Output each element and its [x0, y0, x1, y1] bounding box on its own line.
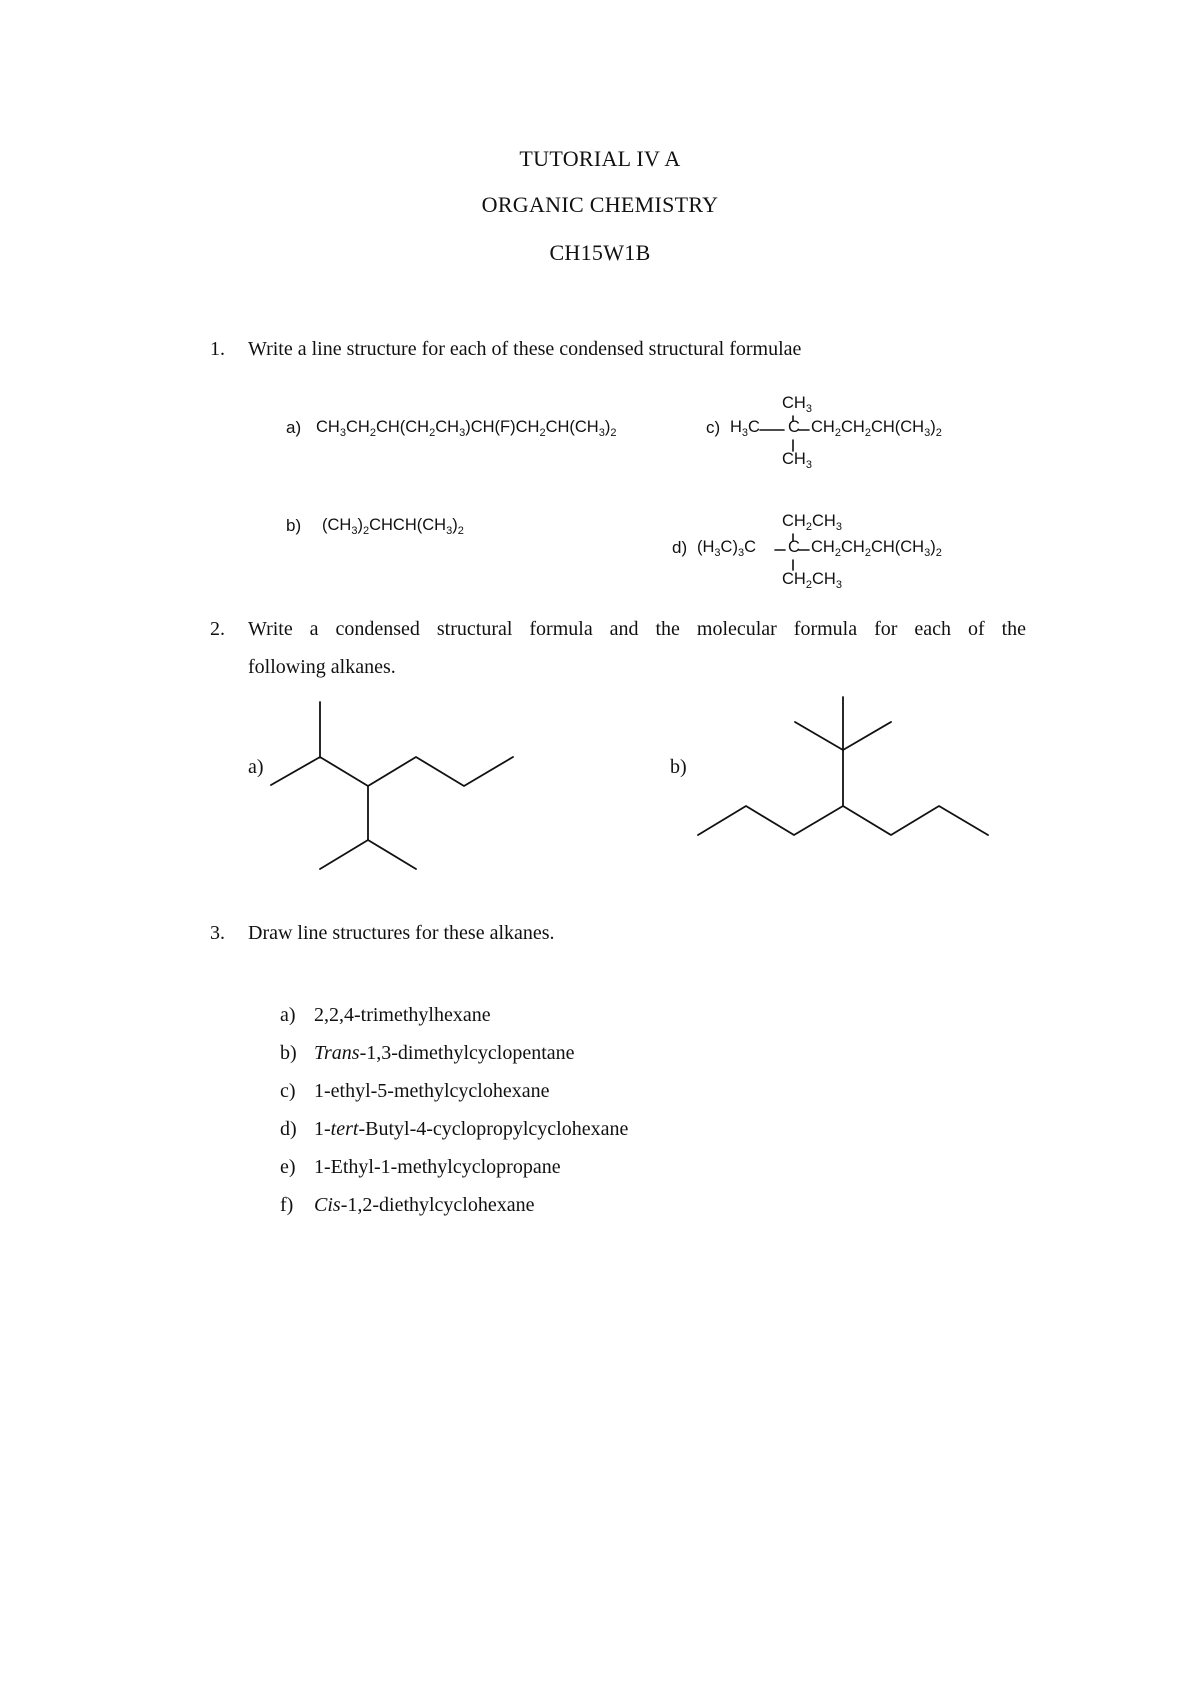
q3-item-d: d) 1-tert-Butyl-4-cyclopropylcyclohexane [280, 1118, 629, 1140]
q1c-center-carbon: C [788, 418, 800, 436]
q1d-label: d) [672, 538, 688, 557]
q3-item-b: b) Trans-1,3-dimethylcyclopentane [280, 1042, 575, 1064]
q1c-bottom-group: $CH_3$ [782, 450, 812, 471]
q2a-skeletal-structure [271, 702, 513, 869]
q1c-top-group: $CH_3$ [782, 394, 812, 415]
question-2-number: 2. [210, 618, 225, 640]
q1c-label: c) [706, 418, 721, 437]
q3-item-c: c) 1-ethyl-5-methylcyclohexane [280, 1080, 550, 1102]
q1a-label: a) [286, 418, 302, 437]
q1d-center-carbon: C [788, 538, 800, 556]
question-1-text: Write a line structure for each of these condensed structural formulae [248, 338, 802, 360]
question-2-text-line1: Write a condensed structural formula and the molecular formula for each of the [248, 618, 1026, 640]
question-3-text: Draw line structures for these alkanes. [248, 922, 555, 944]
question-1-number: 1. [210, 338, 225, 360]
q1c-right-group: $CH_2CH_2CH(CH_3)_2$ [811, 418, 942, 439]
q1b-formula: $(CH_3)_2CHCH(CH_3)_2$ [322, 516, 464, 537]
q1d-left-group: $(H_3C)_3C$ [697, 538, 757, 559]
q2a-label: a) [248, 756, 264, 778]
q1a-formula: $CH_3CH_2CH(CH_2CH_3)CH(F)CH_2CH(CH_3)_2$ [316, 418, 617, 439]
q1b-label: b) [286, 516, 302, 535]
title-course-code: CH15W1B [549, 240, 651, 265]
q1d-right-group: $CH_2CH_2CH(CH_3)_2$ [811, 538, 942, 559]
q3-item-a: a) 2,2,4-trimethylhexane [280, 1004, 491, 1026]
q1d-top-group: $CH_2CH_3$ [782, 512, 842, 533]
question-2-text-line2: following alkanes. [248, 656, 396, 678]
q1d-bottom-group: $CH_2CH_3$ [782, 570, 842, 591]
q2b-label: b) [670, 756, 687, 778]
q3-item-f: f) Cis-1,2-diethylcyclohexane [280, 1194, 535, 1216]
q3-item-e: e) 1-Ethyl-1-methylcyclopropane [280, 1156, 561, 1178]
title-subject: ORGANIC CHEMISTRY [481, 192, 719, 217]
title-tutorial: TUTORIAL IV A [519, 146, 681, 171]
q1c-left-group: $H_3C$ [730, 418, 760, 439]
q2b-skeletal-structure [698, 697, 988, 835]
question-3-number: 3. [210, 922, 225, 944]
